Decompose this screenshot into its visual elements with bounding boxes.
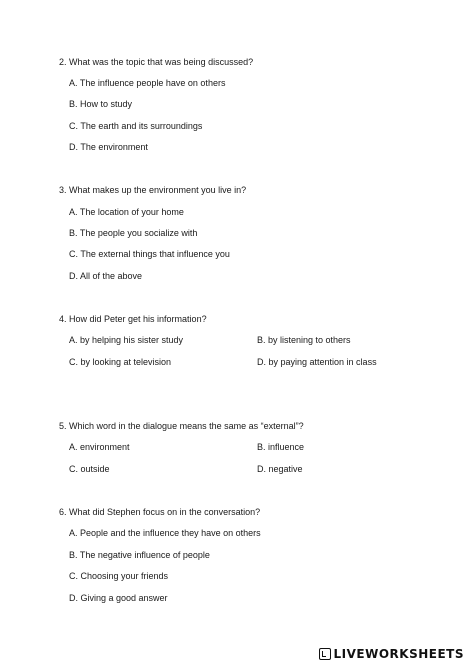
q5-option-b[interactable]: B. influence <box>257 442 305 452</box>
q3-option-c[interactable]: C. The external things that influence you <box>69 249 230 259</box>
q4-option-b[interactable]: B. by listening to others <box>257 335 351 345</box>
q5-option-a[interactable]: A. environment <box>69 442 130 452</box>
q5-option-d[interactable]: D. negative <box>257 464 303 474</box>
q4-option-c[interactable]: C. by looking at television <box>69 357 172 367</box>
question-3-text: 3. What makes up the environment you live in? <box>59 185 247 195</box>
q4-option-a[interactable]: A. by helping his sister study <box>69 335 184 345</box>
liveworksheets-logo <box>319 647 464 661</box>
q3-option-b[interactable]: B. The people you socialize with <box>69 228 198 238</box>
question-4-text: 4. How did Peter get his information? <box>59 314 207 324</box>
q6-option-a[interactable]: A. People and the influence they have on others <box>69 528 261 538</box>
logo-text: LIVEWORKSHEETS <box>333 647 464 661</box>
q2-option-b[interactable]: B. How to study <box>69 99 133 109</box>
q3-option-a[interactable]: A. The location of your home <box>69 207 184 217</box>
question-6-text: 6. What did Stephen focus on in the conversation? <box>59 507 261 517</box>
question-5-text: 5. Which word in the dialogue means the same as “external”? <box>59 421 304 431</box>
q4-option-d[interactable]: D. by paying attention in class <box>257 357 377 367</box>
q3-option-d[interactable]: D. All of the above <box>69 271 143 281</box>
q5-option-c[interactable]: C. outside <box>69 464 110 474</box>
q2-option-a[interactable]: A. The influence people have on others <box>69 78 226 88</box>
q6-option-c[interactable]: C. Choosing your friends <box>69 571 169 581</box>
q2-option-c[interactable]: C. The earth and its surroundings <box>69 121 203 131</box>
question-2-text: 2. What was the topic that was being discussed? <box>59 57 254 67</box>
q6-option-b[interactable]: B. The negative influence of people <box>69 550 210 560</box>
liveworksheets-logo-icon <box>319 648 331 660</box>
q2-option-d[interactable]: D. The environment <box>69 142 148 152</box>
q6-option-d[interactable]: D. Giving a good answer <box>69 593 168 603</box>
